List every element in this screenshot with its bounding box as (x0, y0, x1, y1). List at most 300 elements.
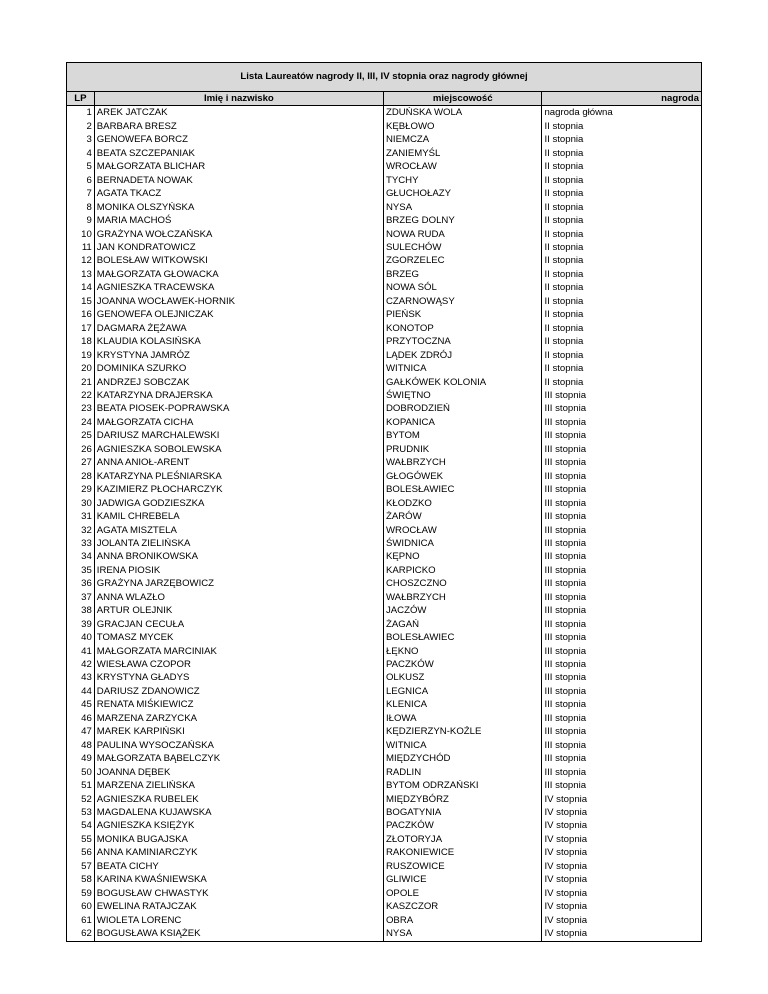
cell-place: KĘPNO (383, 550, 541, 563)
cell-place: ŚWIDNICA (383, 537, 541, 550)
cell-award: III stopnia (542, 416, 702, 429)
table-row (67, 819, 702, 832)
cell-place: PIEŃSK (383, 308, 541, 321)
table-row (67, 443, 702, 456)
cell-award: III stopnia (542, 766, 702, 779)
cell-award: II stopnia (542, 120, 702, 133)
cell-place: KĘBŁOWO (383, 120, 541, 133)
table-row (67, 187, 702, 200)
cell-lp: 17 (67, 322, 95, 335)
cell-award: III stopnia (542, 524, 702, 537)
cell-place: WAŁBRZYCH (383, 591, 541, 604)
cell-place: ŚWIĘTNO (383, 389, 541, 402)
cell-name: AGNIESZKA TRACEWSKA (94, 281, 383, 294)
cell-name: MONIKA BUGAJSKA (94, 833, 383, 846)
cell-name: KAMIL CHREBELA (94, 510, 383, 523)
cell-place: PACZKÓW (383, 819, 541, 832)
cell-lp: 32 (67, 524, 95, 537)
cell-lp: 38 (67, 604, 95, 617)
cell-place: KĘDZIERZYN-KOŹLE (383, 725, 541, 738)
cell-name: BOGUSŁAW CHWASTYK (94, 887, 383, 900)
table-body (67, 106, 702, 941)
cell-award: IV stopnia (542, 914, 702, 927)
cell-award: III stopnia (542, 685, 702, 698)
cell-award: II stopnia (542, 268, 702, 281)
cell-name: GENOWEFA OLEJNICZAK (94, 308, 383, 321)
cell-award: III stopnia (542, 591, 702, 604)
cell-place: BYTOM ODRZAŃSKI (383, 779, 541, 792)
table-row (67, 497, 702, 510)
cell-lp: 27 (67, 456, 95, 469)
table-row (67, 766, 702, 779)
cell-place: RADLIN (383, 766, 541, 779)
cell-lp: 6 (67, 174, 95, 187)
cell-name: WIOLETA LORENC (94, 914, 383, 927)
header-place: miejscowość (383, 92, 541, 106)
table-row (67, 739, 702, 752)
cell-place: GŁUCHOŁAZY (383, 187, 541, 200)
laureates-table (66, 62, 702, 942)
table-row (67, 362, 702, 375)
cell-lp: 18 (67, 335, 95, 348)
cell-award: nagroda główna (542, 106, 702, 120)
cell-lp: 49 (67, 752, 95, 765)
cell-award: IV stopnia (542, 873, 702, 886)
cell-award: III stopnia (542, 389, 702, 402)
cell-lp: 57 (67, 860, 95, 873)
table-row (67, 120, 702, 133)
cell-lp: 29 (67, 483, 95, 496)
cell-lp: 8 (67, 201, 95, 214)
cell-place: WROCŁAW (383, 160, 541, 173)
cell-lp: 62 (67, 927, 95, 941)
cell-award: II stopnia (542, 187, 702, 200)
cell-name: JADWIGA GODZIESZKA (94, 497, 383, 510)
cell-place: MIĘDZYBÓRZ (383, 793, 541, 806)
cell-name: EWELINA RATAJCZAK (94, 900, 383, 913)
table-row (67, 456, 702, 469)
cell-name: KATARZYNA DRAJERSKA (94, 389, 383, 402)
cell-place: NIEMCZA (383, 133, 541, 146)
cell-lp: 46 (67, 712, 95, 725)
cell-lp: 1 (67, 106, 95, 120)
table-row (67, 793, 702, 806)
cell-name: ANNA WLAZŁO (94, 591, 383, 604)
cell-place: KASZCZOR (383, 900, 541, 913)
cell-name: AGNIESZKA RUBELEK (94, 793, 383, 806)
cell-name: GRACJAN CECUŁA (94, 618, 383, 631)
table-row (67, 779, 702, 792)
cell-place: WITNICA (383, 739, 541, 752)
cell-award: III stopnia (542, 752, 702, 765)
cell-place: NOWA RUDA (383, 228, 541, 241)
cell-name: MAŁGORZATA GŁOWACKA (94, 268, 383, 281)
table-row (67, 685, 702, 698)
table-row (67, 631, 702, 644)
table-row (67, 349, 702, 362)
cell-lp: 10 (67, 228, 95, 241)
cell-award: III stopnia (542, 510, 702, 523)
cell-name: KLAUDIA KOLASIŃSKA (94, 335, 383, 348)
cell-lp: 31 (67, 510, 95, 523)
cell-award: III stopnia (542, 497, 702, 510)
table-row (67, 470, 702, 483)
cell-lp: 40 (67, 631, 95, 644)
cell-award: II stopnia (542, 174, 702, 187)
cell-award: III stopnia (542, 537, 702, 550)
cell-place: PRZYTOCZNA (383, 335, 541, 348)
cell-lp: 42 (67, 658, 95, 671)
cell-name: GENOWEFA BORCZ (94, 133, 383, 146)
table-row (67, 201, 702, 214)
cell-place: WITNICA (383, 362, 541, 375)
cell-place: ŁĘKNO (383, 645, 541, 658)
header-row (67, 92, 702, 106)
cell-name: AGATA TKACZ (94, 187, 383, 200)
table-row (67, 106, 702, 120)
cell-award: IV stopnia (542, 833, 702, 846)
cell-lp: 7 (67, 187, 95, 200)
cell-lp: 28 (67, 470, 95, 483)
cell-lp: 13 (67, 268, 95, 281)
cell-name: KATARZYNA PLEŚNIARSKA (94, 470, 383, 483)
cell-award: III stopnia (542, 429, 702, 442)
cell-lp: 48 (67, 739, 95, 752)
cell-award: II stopnia (542, 376, 702, 389)
table-row (67, 577, 702, 590)
cell-award: IV stopnia (542, 887, 702, 900)
cell-lp: 26 (67, 443, 95, 456)
cell-lp: 43 (67, 671, 95, 684)
table-row (67, 914, 702, 927)
cell-award: IV stopnia (542, 846, 702, 859)
header-lp: LP (67, 92, 95, 106)
table-row (67, 846, 702, 859)
table-row (67, 618, 702, 631)
cell-name: DARIUSZ ZDANOWICZ (94, 685, 383, 698)
cell-place: DOBRODZIEŃ (383, 402, 541, 415)
table-row (67, 591, 702, 604)
cell-award: II stopnia (542, 362, 702, 375)
cell-place: KLENICA (383, 698, 541, 711)
cell-lp: 4 (67, 147, 95, 160)
cell-lp: 25 (67, 429, 95, 442)
table-row (67, 133, 702, 146)
cell-lp: 2 (67, 120, 95, 133)
cell-award: III stopnia (542, 618, 702, 631)
cell-lp: 50 (67, 766, 95, 779)
cell-award: III stopnia (542, 645, 702, 658)
table-row (67, 268, 702, 281)
cell-award: III stopnia (542, 564, 702, 577)
cell-name: BOGUSŁAWA KSIĄŻEK (94, 927, 383, 941)
table-row (67, 900, 702, 913)
cell-award: III stopnia (542, 631, 702, 644)
cell-place: NYSA (383, 927, 541, 941)
cell-lp: 51 (67, 779, 95, 792)
cell-award: III stopnia (542, 698, 702, 711)
cell-lp: 12 (67, 254, 95, 267)
cell-name: KRYSTYNA JAMRÓZ (94, 349, 383, 362)
cell-name: ARTUR OLEJNIK (94, 604, 383, 617)
cell-place: OPOLE (383, 887, 541, 900)
cell-award: IV stopnia (542, 900, 702, 913)
cell-award: II stopnia (542, 147, 702, 160)
table-row (67, 658, 702, 671)
table-row (67, 698, 702, 711)
table-row (67, 174, 702, 187)
header-name: Imię i nazwisko (94, 92, 383, 106)
cell-lp: 20 (67, 362, 95, 375)
cell-place: ZŁOTORYJA (383, 833, 541, 846)
cell-award: III stopnia (542, 671, 702, 684)
cell-lp: 53 (67, 806, 95, 819)
cell-place: BYTOM (383, 429, 541, 442)
cell-award: IV stopnia (542, 927, 702, 941)
cell-name: AGNIESZKA KSIĘŻYK (94, 819, 383, 832)
cell-name: MARZENA ZIELIŃSKA (94, 779, 383, 792)
table-row (67, 147, 702, 160)
cell-name: MARIA MACHOŚ (94, 214, 383, 227)
cell-name: MARZENA ZARZYCKA (94, 712, 383, 725)
cell-name: BEATA SZCZEPANIAK (94, 147, 383, 160)
cell-award: III stopnia (542, 779, 702, 792)
cell-award: II stopnia (542, 254, 702, 267)
cell-place: ŻAGAŃ (383, 618, 541, 631)
cell-name: MAŁGORZATA CICHA (94, 416, 383, 429)
cell-name: TOMASZ MYCEK (94, 631, 383, 644)
cell-name: BEATA PIOSEK-POPRAWSKA (94, 402, 383, 415)
cell-name: WIESŁAWA CZOPOR (94, 658, 383, 671)
cell-award: III stopnia (542, 577, 702, 590)
cell-lp: 33 (67, 537, 95, 550)
cell-place: PRUDNIK (383, 443, 541, 456)
table-row (67, 725, 702, 738)
cell-name: ANNA KAMINIARCZYK (94, 846, 383, 859)
table-row (67, 281, 702, 294)
cell-name: KRYSTYNA GŁADYS (94, 671, 383, 684)
cell-name: KARINA KWAŚNIEWSKA (94, 873, 383, 886)
cell-award: III stopnia (542, 658, 702, 671)
cell-name: GRAŻYNA WOŁCZAŃSKA (94, 228, 383, 241)
cell-lp: 24 (67, 416, 95, 429)
cell-award: III stopnia (542, 725, 702, 738)
cell-award: II stopnia (542, 160, 702, 173)
table-row (67, 752, 702, 765)
table-row (67, 214, 702, 227)
table-row (67, 322, 702, 335)
cell-place: MIĘDZYCHÓD (383, 752, 541, 765)
cell-award: II stopnia (542, 281, 702, 294)
cell-name: RENATA MIŚKIEWICZ (94, 698, 383, 711)
cell-lp: 44 (67, 685, 95, 698)
cell-place: LĄDEK ZDRÓJ (383, 349, 541, 362)
cell-place: BOGATYNIA (383, 806, 541, 819)
cell-lp: 39 (67, 618, 95, 631)
cell-place: RAKONIEWICE (383, 846, 541, 859)
cell-lp: 22 (67, 389, 95, 402)
cell-award: II stopnia (542, 295, 702, 308)
cell-name: JOANNA DĘBEK (94, 766, 383, 779)
table-row (67, 712, 702, 725)
cell-award: II stopnia (542, 335, 702, 348)
cell-name: BARBARA BRESZ (94, 120, 383, 133)
cell-place: ŻARÓW (383, 510, 541, 523)
cell-lp: 41 (67, 645, 95, 658)
cell-award: III stopnia (542, 402, 702, 415)
cell-place: TYCHY (383, 174, 541, 187)
cell-award: III stopnia (542, 470, 702, 483)
cell-place: WROCŁAW (383, 524, 541, 537)
cell-lp: 3 (67, 133, 95, 146)
cell-award: III stopnia (542, 456, 702, 469)
cell-place: KONOTOP (383, 322, 541, 335)
cell-name: ANNA ANIOŁ-ARENT (94, 456, 383, 469)
cell-lp: 15 (67, 295, 95, 308)
table-row (67, 550, 702, 563)
cell-award: IV stopnia (542, 860, 702, 873)
cell-award: II stopnia (542, 308, 702, 321)
table-row (67, 537, 702, 550)
table-row (67, 254, 702, 267)
cell-lp: 5 (67, 160, 95, 173)
cell-lp: 60 (67, 900, 95, 913)
table-row (67, 510, 702, 523)
cell-award: III stopnia (542, 712, 702, 725)
cell-name: MAŁGORZATA BĄBELCZYK (94, 752, 383, 765)
cell-place: GAŁKÓWEK KOLONIA (383, 376, 541, 389)
cell-lp: 52 (67, 793, 95, 806)
cell-name: AGATA MISZTELA (94, 524, 383, 537)
table-row (67, 645, 702, 658)
cell-lp: 55 (67, 833, 95, 846)
cell-lp: 23 (67, 402, 95, 415)
cell-lp: 11 (67, 241, 95, 254)
cell-name: MONIKA OLSZYŃSKA (94, 201, 383, 214)
cell-place: WAŁBRZYCH (383, 456, 541, 469)
cell-place: BRZEG DOLNY (383, 214, 541, 227)
cell-name: JAN KONDRATOWICZ (94, 241, 383, 254)
cell-name: BEATA CICHY (94, 860, 383, 873)
table-row (67, 860, 702, 873)
cell-name: MAREK KARPIŃSKI (94, 725, 383, 738)
cell-place: BOLESŁAWIEC (383, 631, 541, 644)
table-row (67, 887, 702, 900)
table-row (67, 241, 702, 254)
table-row (67, 389, 702, 402)
cell-place: PACZKÓW (383, 658, 541, 671)
cell-place: KŁODZKO (383, 497, 541, 510)
cell-name: DARIUSZ MARCHALEWSKI (94, 429, 383, 442)
title-row (67, 63, 702, 92)
table-row (67, 402, 702, 415)
table-row (67, 228, 702, 241)
cell-place: RUSZOWICE (383, 860, 541, 873)
cell-name: DOMINIKA SZURKO (94, 362, 383, 375)
cell-name: ANDRZEJ SOBCZAK (94, 376, 383, 389)
cell-place: ZDUŃSKA WOLA (383, 106, 541, 120)
table-row (67, 927, 702, 941)
table-row (67, 833, 702, 846)
cell-lp: 9 (67, 214, 95, 227)
cell-place: GŁOGÓWEK (383, 470, 541, 483)
cell-name: MAGDALENA KUJAWSKA (94, 806, 383, 819)
cell-place: ZGORZELEC (383, 254, 541, 267)
cell-award: IV stopnia (542, 819, 702, 832)
table-row (67, 429, 702, 442)
cell-name: BOLESŁAW WITKOWSKI (94, 254, 383, 267)
cell-place: NOWA SÓL (383, 281, 541, 294)
cell-name: JOANNA WOCŁAWEK-HORNIK (94, 295, 383, 308)
cell-place: SULECHÓW (383, 241, 541, 254)
table-row (67, 335, 702, 348)
cell-lp: 34 (67, 550, 95, 563)
cell-award: IV stopnia (542, 793, 702, 806)
cell-name: MAŁGORZATA BLICHAR (94, 160, 383, 173)
table-row (67, 564, 702, 577)
table-row (67, 671, 702, 684)
cell-lp: 58 (67, 873, 95, 886)
table-row (67, 308, 702, 321)
cell-place: IŁOWA (383, 712, 541, 725)
cell-lp: 30 (67, 497, 95, 510)
cell-place: NYSA (383, 201, 541, 214)
cell-name: GRAŻYNA JARZĘBOWICZ (94, 577, 383, 590)
cell-lp: 19 (67, 349, 95, 362)
cell-place: BOLESŁAWIEC (383, 483, 541, 496)
table-row (67, 524, 702, 537)
cell-award: III stopnia (542, 443, 702, 456)
cell-place: KOPANICA (383, 416, 541, 429)
cell-lp: 37 (67, 591, 95, 604)
table-row (67, 376, 702, 389)
table-row (67, 295, 702, 308)
cell-place: BRZEG (383, 268, 541, 281)
cell-name: BERNADETA NOWAK (94, 174, 383, 187)
cell-award: II stopnia (542, 201, 702, 214)
cell-name: IRENA PIOSIK (94, 564, 383, 577)
cell-lp: 56 (67, 846, 95, 859)
cell-award: III stopnia (542, 604, 702, 617)
cell-place: GLIWICE (383, 873, 541, 886)
table-title: Lista Laureatów nagrody II, III, IV stopnia oraz nagrody głównej (67, 63, 702, 92)
table-row (67, 160, 702, 173)
cell-lp: 16 (67, 308, 95, 321)
cell-name: AREK JATCZAK (94, 106, 383, 120)
cell-name: DAGMARA ŻĘŻAWA (94, 322, 383, 335)
cell-lp: 59 (67, 887, 95, 900)
cell-place: ZANIEMYŚL (383, 147, 541, 160)
header-award: nagroda (542, 92, 702, 106)
cell-lp: 14 (67, 281, 95, 294)
cell-place: KARPICKO (383, 564, 541, 577)
cell-lp: 35 (67, 564, 95, 577)
cell-lp: 54 (67, 819, 95, 832)
table-row (67, 806, 702, 819)
cell-name: AGNIESZKA SOBOLEWSKA (94, 443, 383, 456)
table-row (67, 483, 702, 496)
cell-place: CZARNOWĄSY (383, 295, 541, 308)
cell-place: OBRA (383, 914, 541, 927)
cell-lp: 61 (67, 914, 95, 927)
cell-award: IV stopnia (542, 806, 702, 819)
cell-award: II stopnia (542, 349, 702, 362)
cell-name: PAULINA WYSOCZAŃSKA (94, 739, 383, 752)
table-row (67, 873, 702, 886)
cell-award: III stopnia (542, 739, 702, 752)
cell-name: MAŁGORZATA MARCINIAK (94, 645, 383, 658)
cell-award: II stopnia (542, 133, 702, 146)
